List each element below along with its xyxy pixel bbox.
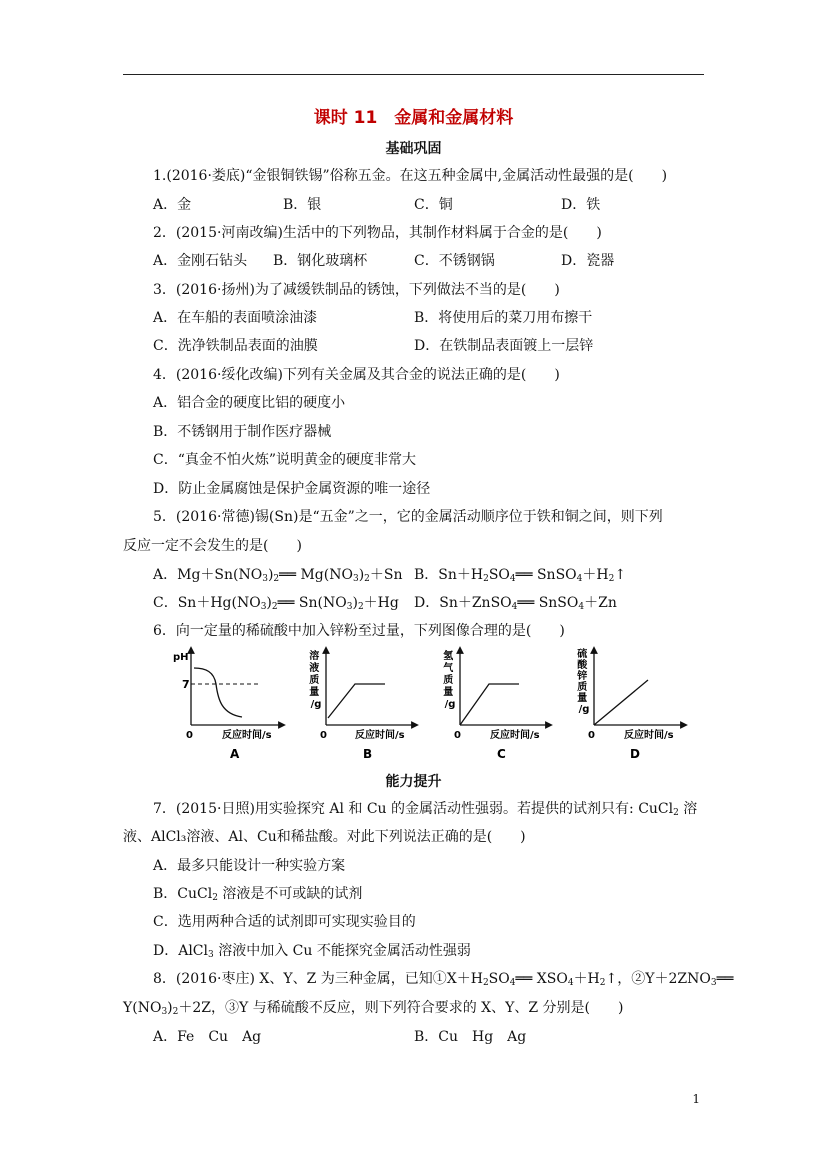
q1-option-b: B．银	[283, 197, 322, 213]
q5-stem-line2: 反应一定不会发生的是( )	[123, 538, 302, 554]
q1-stem: 1.(2016·娄底)“金银铜铁锡”俗称五金。在这五种金属中,金属活动性最强的是( )	[153, 168, 668, 184]
graph-b-letter: B	[363, 747, 373, 761]
graph-b-ylabel-2: 质	[309, 675, 320, 686]
graph-c-ylabel-0: 氢	[443, 651, 454, 662]
graph-c	[443, 649, 549, 761]
graph-a-curve	[194, 668, 242, 717]
q8-stem-line1: 8．(2016·枣庄) X、Y、Z 为三种金属，已知$①X+H_2SO_4══$ $XSO_4+H_2↑$，$②Y+2ZNO_3══$	[153, 971, 734, 988]
graph-d-letter: D	[630, 747, 640, 761]
q3-stem: 3．(2016·扬州)为了减缓铁制品的锈蚀，下列做法不当的是( )	[153, 282, 560, 298]
q5-option-c: C．$Sn+Hg(NO_3)_2══$ $Sn(NO_3)_2+Hg$	[153, 595, 399, 612]
q1-option-d: D．铁	[561, 197, 601, 213]
header-rule	[123, 74, 704, 75]
graph-d-ylabel-5: /g	[578, 704, 590, 715]
graph-c-ylabel-2: 质	[443, 675, 454, 686]
q2-option-d: D．瓷器	[561, 253, 615, 269]
q7-option-a: A．最多只能设计一种实验方案	[153, 858, 346, 874]
graph-d-ylabel-4: 量	[577, 693, 588, 704]
q5-option-b: B．$Sn+H_2SO_4══$ $SnSO_4+H_2↑$	[414, 567, 627, 584]
graph-c-ylabel-3: 量	[443, 687, 454, 698]
graph-a-xlabel: 反应时间/s	[222, 730, 272, 741]
graph-b-ylabel-4: /g	[310, 699, 322, 710]
graph-d-ylabel-0: 硫	[577, 649, 588, 660]
q8-option-a: A．Fe Cu Ag	[153, 1029, 262, 1045]
graph-d-origin: 0	[588, 730, 595, 741]
graph-d-ylabel-3: 质	[577, 682, 588, 693]
graph-a	[173, 650, 282, 761]
q7-option-d: D．AlCl$_3$ 溶液中加入 Cu 不能探究金属活动性强弱	[153, 943, 471, 960]
q5-stem-line1: 5．(2016·常德)锡(Sn)是“五金”之一，它的金属活动顺序位于铁和铜之间，则下列	[153, 509, 663, 525]
graph-b-xlabel: 反应时间/s	[355, 730, 405, 741]
graph-c-letter: C	[497, 747, 506, 761]
graph-b-origin: 0	[320, 730, 327, 741]
graph-b-curve	[328, 684, 385, 718]
q1-option-c: C．铜	[414, 197, 453, 213]
graph-d	[576, 647, 684, 761]
q3-option-d: D．在铁制品表面镀上一层锌	[414, 338, 594, 354]
graph-b-ylabel-1: 液	[309, 663, 320, 674]
svg-text:溶 液 质 量	[309, 649, 322, 710]
section-heading-basic: 基础巩固	[385, 141, 442, 157]
graph-c-curve	[460, 684, 519, 725]
q5-option-d: D．Sn＋ZnSO$_4$══ SnSO$_4$＋Zn	[414, 595, 617, 612]
q2-option-a: A．金刚石钻头	[153, 253, 248, 269]
q3-option-c: C．洗净铁制品表面的油膜	[153, 338, 318, 354]
graph-b-ylabel-3: 量	[309, 687, 320, 698]
graph-a-tick-7: 7	[182, 678, 190, 691]
q4-stem: 4．(2016·绥化改编)下列有关金属及其合金的说法正确的是( )	[153, 367, 560, 383]
q2-option-c: C．不锈钢锅	[414, 253, 495, 269]
graph-c-ylabel-1: 气	[443, 663, 454, 674]
graph-d-curve	[594, 680, 648, 725]
q6-stem: 6．向一定量的稀硫酸中加入锌粉至过量，下列图像合理的是( )	[153, 623, 565, 639]
graph-d-xlabel: 反应时间/s	[624, 730, 674, 741]
graph-d-ylabel-2: 锌	[577, 671, 588, 682]
q4-option-b: B．不锈钢用于制作医疗器械	[153, 424, 332, 440]
graph-c-origin: 0	[454, 730, 461, 741]
graph-b	[309, 649, 415, 761]
graph-d-ylabel-1: 酸	[577, 660, 588, 671]
q1-option-a: A．金	[153, 197, 192, 213]
section-heading-advanced: 能力提升	[385, 774, 442, 790]
graph-a-ylabel: pH	[173, 652, 189, 663]
q2-option-b: B．钢化玻璃杯	[273, 253, 368, 269]
q3-option-a: A．在车船的表面喷涂油漆	[153, 310, 318, 326]
graph-a-origin: 0	[186, 730, 193, 741]
q7-option-b: B．CuCl$_2$ 溶液是不可或缺的试剂	[153, 886, 363, 903]
graph-c-ylabel-4: /g	[444, 699, 456, 710]
graph-c-xlabel: 反应时间/s	[490, 730, 540, 741]
svg-text:硫 酸 锌 质	[576, 647, 590, 715]
q4-option-a: A．铝合金的硬度比铝的硬度小	[153, 395, 346, 411]
svg-text:氢 气 质 量	[443, 649, 456, 710]
page-number: 1	[692, 1092, 700, 1106]
q6-graphs	[0, 640, 827, 770]
q8-stem-line2: $Y(NO_3)_2+2Z$，③Y 与稀硫酸不反应，则下列符合要求的 X、Y、Z 分别是( )	[123, 1000, 624, 1017]
q7-stem-line1: 7．(2015·日照)用实验探究 Al 和 Cu 的金属活动性强弱。若提供的试剂只有: CuCl$_2$ 溶	[153, 801, 698, 818]
graph-b-ylabel-0: 溶	[309, 651, 320, 662]
q8-option-b: B．Cu Hg Ag	[414, 1029, 527, 1045]
graph-a-letter: A	[230, 747, 240, 761]
q5-option-a: A．$Mg+Sn(NO_3)_2══$ $Mg(NO_3)_2+Sn$	[153, 567, 403, 584]
q3-option-b: B．将使用后的菜刀用布擦干	[414, 310, 593, 326]
q7-option-c: C．选用两种合适的试剂即可实现实验目的	[153, 914, 416, 930]
q2-stem: 2．(2015·河南改编)生活中的下列物品，其制作材料属于合金的是( )	[153, 225, 602, 241]
q4-option-d: D．防止金属腐蚀是保护金属资源的唯一途径	[153, 481, 431, 497]
page-title: 课时 11 金属和金属材料	[313, 108, 514, 128]
q4-option-c: C．“真金不怕火炼”说明黄金的硬度非常大	[153, 452, 417, 468]
q7-stem-line2: 液、AlCl₃溶液、Al、Cu和稀盐酸。对此下列说法正确的是( )	[123, 829, 526, 845]
